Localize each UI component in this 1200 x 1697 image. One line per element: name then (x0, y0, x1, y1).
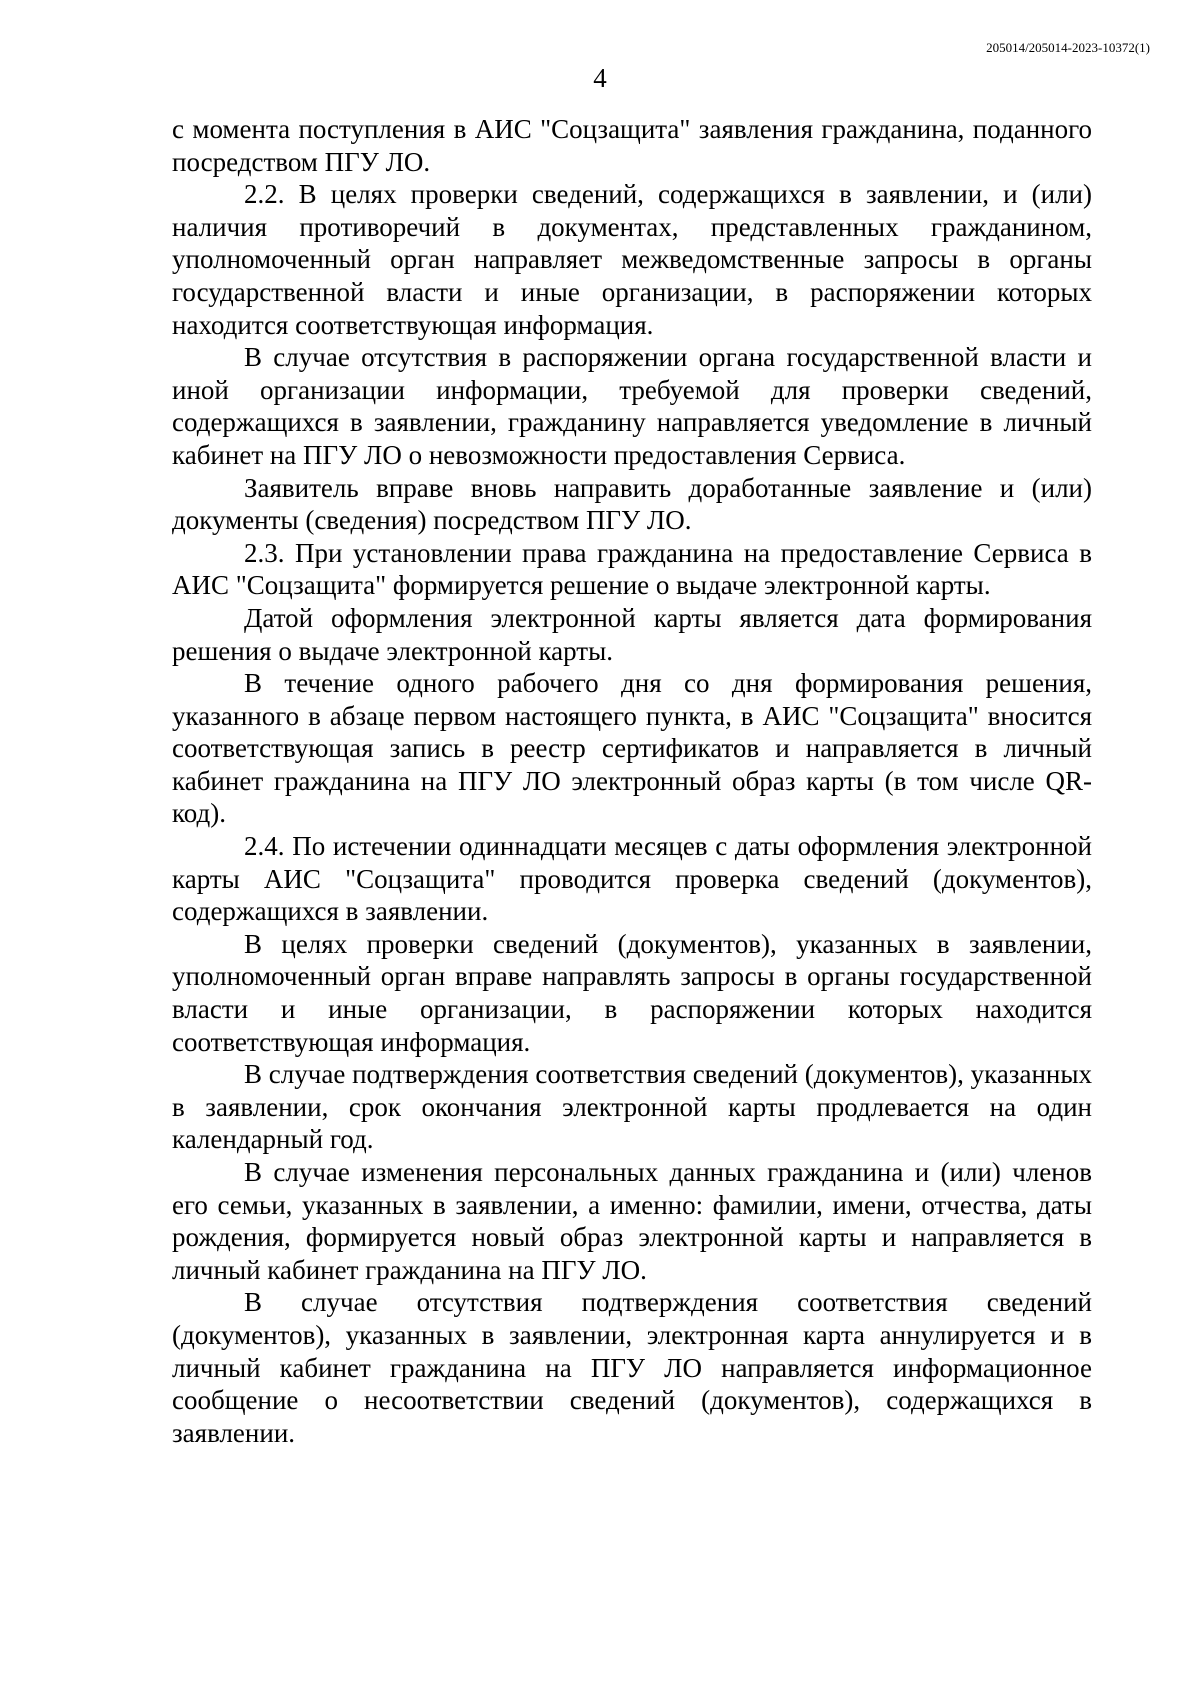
paragraph: В случае подтверждения соответствия сведений (документов), указанных в заявлении, срок окончания электронной карты продлевается на один календарный год. (172, 1059, 1092, 1155)
paragraph-2-4: 2.4. По истечении одиннадцати месяцев с даты оформления электронной карты АИС "Соцзащита" проводится проверка сведений (документов), содержащихся в заявлении. (172, 831, 1092, 927)
paragraph: Датой оформления электронной карты является дата формирования решения о выдаче электронной карты. (172, 602, 1092, 666)
page-number: 4 (593, 63, 607, 93)
document-registration-number: 205014/205014-2023-10372(1) (986, 40, 1150, 55)
paragraph: Заявитель вправе вновь направить доработанные заявление и (или) документы (сведения) посредством ПГУ ЛО. (172, 472, 1092, 536)
paragraph-2-2: 2.2. В целях проверки сведений, содержащихся в заявлении, и (или) наличия противоречий в документах, представленных гражданином, уполномоченный орган направляет межведомственные запросы в органы государственной власти и иные организации, в распоряжении которых находится соответствующая информация. (172, 179, 1092, 340)
paragraph: В целях проверки сведений (документов), указанных в заявлении, уполномоченный орган вправе направлять запросы в органы государственной власти и иные организации, в распоряжении которых находится соответствующая информация. (172, 928, 1092, 1057)
paragraph: В случае изменения персональных данных гражданина и (или) членов его семьи, указанных в заявлении, а именно: фамилии, имени, отчества, даты рождения, формируется новый образ электронной карты и направляется в личный кабинет гражданина на ПГУ ЛО. (172, 1157, 1092, 1285)
paragraph-continuation: с момента поступления в АИС "Соцзащита" заявления гражданина, поданного посредством ПГУ ЛО. (172, 114, 1092, 177)
paragraph-2-3: 2.3. При установлении права гражданина на предоставление Сервиса в АИС "Соцзащита" формируется решение о выдаче электронной карты. (172, 537, 1092, 601)
paragraph: В случае отсутствия подтверждения соответствия сведений (документов), указанных в заявлении, электронная карта аннулируется и в личный кабинет гражданина на ПГУ ЛО направляется информационное сообщение о несоответствии сведений (документов), содержащихся в заявлении. (172, 1287, 1092, 1448)
document-body (172, 113, 1092, 1449)
paragraph: В течение одного рабочего дня со дня формирования решения, указанного в абзаце первом настоящего пункта, в АИС "Соцзащита" вносится соответствующая запись в реестр сертификатов и направляется в личный кабинет гражданина на ПГУ ЛО электронный образ карты (в том числе QR-код). (172, 668, 1092, 829)
paragraph: В случае отсутствия в распоряжении органа государственной власти и иной организации информации, требуемой для проверки сведений, содержащихся в заявлении, гражданину направляется уведомление в личный кабинет на ПГУ ЛО о невозможности предоставления Сервиса. (172, 342, 1092, 470)
